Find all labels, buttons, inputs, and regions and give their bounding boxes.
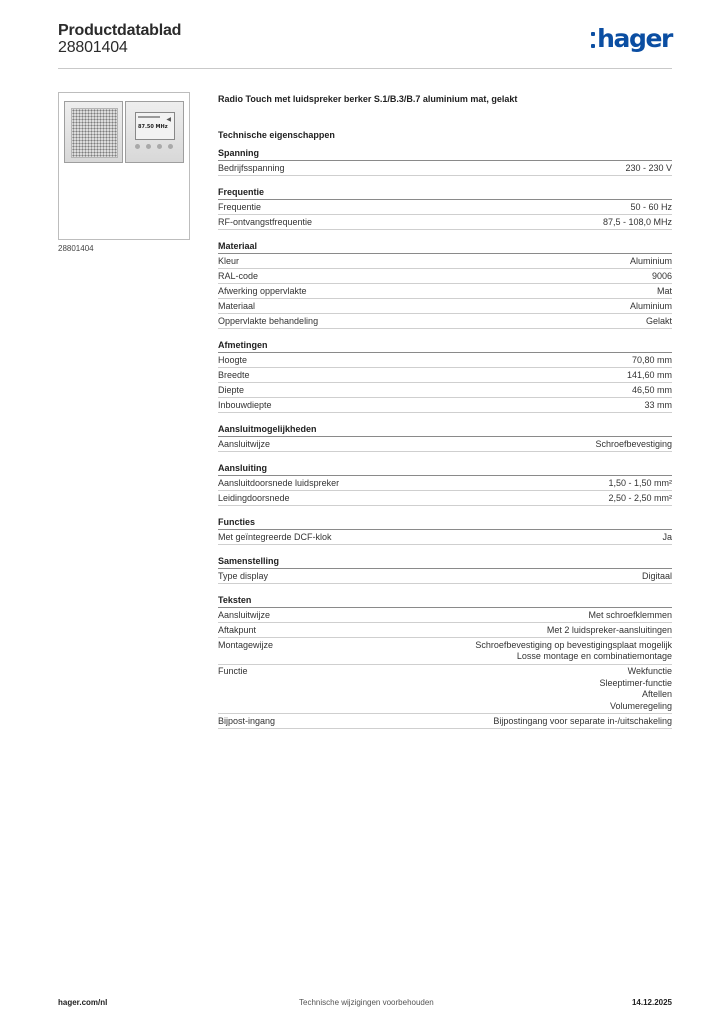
spec-section — [218, 463, 672, 506]
spec-value-line: 70,80 mm — [631, 354, 672, 365]
spec-value — [644, 400, 672, 412]
spec-value-line: Digitaal — [641, 570, 672, 581]
section-heading: Samenstelling — [218, 556, 672, 569]
hager-logo — [591, 24, 672, 53]
spec-content — [218, 94, 672, 729]
spec-label: Bijpost-ingang — [218, 715, 276, 726]
spec-row — [218, 608, 672, 623]
spec-value-line: Wekfunctie — [627, 666, 672, 676]
spec-row — [218, 353, 672, 368]
spec-value-line: Met 2 luidspreker-aansluitingen — [546, 624, 672, 635]
spec-value — [608, 493, 672, 505]
section-heading: Functies — [218, 517, 672, 530]
spec-label: Met geïntegreerde DCF-klok — [218, 531, 332, 542]
spec-label: Inbouwdiepte — [218, 399, 272, 410]
spec-value — [475, 640, 672, 663]
spec-value-line: 33 mm — [644, 399, 672, 410]
spec-row — [218, 383, 672, 398]
spec-value — [630, 301, 672, 313]
spec-value-line: 50 - 60 Hz — [630, 201, 672, 212]
spec-section — [218, 556, 672, 584]
speaker-grille — [71, 108, 118, 158]
radio-display — [135, 112, 175, 140]
spec-value — [632, 355, 672, 367]
spec-value-line: Aluminium — [629, 255, 672, 266]
spec-value — [608, 478, 672, 490]
spec-value-line: Volumeregeling — [609, 700, 672, 711]
spec-value-line: Mat — [656, 285, 672, 296]
footer-disclaimer: Technische wijzigingen voorbehouden — [299, 998, 434, 1007]
spec-row — [218, 665, 672, 715]
section-heading: Aansluiting — [218, 463, 672, 476]
spec-label: Diepte — [218, 384, 245, 395]
section-heading: Teksten — [218, 595, 672, 608]
spec-row — [218, 215, 672, 230]
spec-row — [218, 368, 672, 383]
spec-section — [218, 148, 672, 176]
spec-label: Montagewijze — [218, 639, 274, 650]
section-heading: Spanning — [218, 148, 672, 161]
spec-value-line: Met schroefklemmen — [588, 609, 672, 620]
spec-value-line: Bijpostingang voor separate in-/uitschakeling — [493, 715, 672, 726]
section-heading: Afmetingen — [218, 340, 672, 353]
product-number: 28801404 — [58, 39, 128, 56]
spec-value — [662, 532, 672, 544]
spec-value-line: 230 - 230 V — [625, 162, 672, 173]
spec-label: Bedrijfsspanning — [218, 162, 285, 173]
spec-label: RF-ontvangstfrequentie — [218, 216, 313, 227]
spec-value — [493, 716, 672, 728]
spec-label: Leidingdoorsnede — [218, 492, 290, 503]
spec-label: RAL-code — [218, 270, 259, 281]
spec-section — [218, 595, 672, 729]
speaker-plate — [64, 101, 123, 163]
spec-row — [218, 623, 672, 638]
spec-label: Materiaal — [218, 300, 256, 311]
section-heading: Aansluitmogelijkheden — [218, 424, 672, 437]
spec-value-line: Aluminium — [629, 300, 672, 311]
image-caption: 28801404 — [58, 244, 94, 253]
spec-label: Aansluitdoorsnede luidspreker — [218, 477, 340, 488]
spec-label: Hoogte — [218, 354, 248, 365]
spec-value-line: Sleeptimer-functie — [599, 677, 672, 688]
page-title: Productdatablad — [58, 22, 182, 39]
radio-buttons — [135, 144, 173, 149]
spec-label: Kleur — [218, 255, 240, 266]
spec-row — [218, 269, 672, 284]
spec-value — [547, 625, 672, 637]
display-frequency: 87.50 MHz — [138, 124, 168, 130]
spec-value-line: 2,50 - 2,50 mm² — [608, 492, 672, 503]
spec-value-line: Ja — [662, 531, 672, 542]
spec-value — [625, 163, 672, 175]
spec-value-line: 1,50 - 1,50 mm² — [608, 477, 672, 488]
spec-row — [218, 299, 672, 314]
spec-value-line: Losse montage en combinatiemontage — [516, 651, 672, 661]
spec-row — [218, 161, 672, 176]
spec-value-line: 141,60 mm — [626, 369, 672, 380]
spec-section — [218, 241, 672, 329]
spec-sections — [218, 148, 672, 729]
spec-row — [218, 530, 672, 545]
radio-plate — [125, 101, 184, 163]
spec-section — [218, 187, 672, 230]
spec-value — [630, 256, 672, 268]
spec-section — [218, 424, 672, 452]
spec-label: Afwerking oppervlakte — [218, 285, 307, 296]
spec-value — [642, 571, 672, 583]
footer-date: 14.12.2025 — [631, 998, 672, 1007]
product-title: Radio Touch met luidspreker berker S.1/B.3/B.7 aluminium mat, gelakt — [218, 94, 518, 104]
spec-section — [218, 340, 672, 413]
section-heading: Materiaal — [218, 241, 672, 254]
logo-text: hager — [597, 24, 672, 53]
spec-row — [218, 398, 672, 413]
spec-value-line: Gelakt — [645, 315, 672, 326]
spec-label: Aansluitwijze — [218, 609, 271, 620]
spec-value-line: 9006 — [651, 270, 672, 281]
spec-row — [218, 491, 672, 506]
spec-value-line: Schroefbevestiging — [595, 438, 672, 449]
spec-value-line: Aftellen — [641, 689, 672, 699]
spec-row — [218, 254, 672, 269]
spec-row — [218, 476, 672, 491]
spec-value-line: Schroefbevestiging op bevestigingsplaat mogelijk — [475, 639, 672, 650]
section-heading: Frequentie — [218, 187, 672, 200]
spec-row — [218, 284, 672, 299]
spec-value — [595, 439, 672, 451]
spec-label: Functie — [218, 666, 248, 676]
product-image — [58, 92, 190, 240]
spec-value — [652, 271, 672, 283]
tech-properties-title: Technische eigenschappen — [218, 130, 335, 140]
spec-label: Aansluitwijze — [218, 438, 271, 449]
spec-value — [627, 370, 672, 382]
spec-label: Frequentie — [218, 201, 262, 212]
spec-label: Aftakpunt — [218, 624, 257, 635]
spec-row — [218, 638, 672, 665]
spec-value — [646, 316, 672, 328]
spec-value — [630, 202, 672, 214]
spec-value — [657, 286, 672, 298]
header-divider — [58, 68, 672, 69]
spec-value — [632, 385, 672, 397]
spec-value-line: 87,5 - 108,0 MHz — [602, 216, 672, 227]
spec-row — [218, 569, 672, 584]
logo-dots-icon — [591, 32, 595, 48]
spec-row — [218, 714, 672, 729]
spec-value — [588, 610, 672, 622]
spec-value — [603, 217, 672, 229]
spec-value — [599, 666, 672, 712]
spec-value-line: 46,50 mm — [631, 384, 672, 395]
footer-url[interactable]: hager.com/nl — [58, 998, 108, 1007]
speaker-icon: ◀ — [166, 117, 171, 123]
spec-row — [218, 314, 672, 329]
spec-row — [218, 437, 672, 452]
spec-label: Oppervlakte behandeling — [218, 315, 319, 326]
spec-section — [218, 517, 672, 545]
spec-label: Breedte — [218, 369, 250, 380]
spec-label: Type display — [218, 570, 269, 581]
spec-row — [218, 200, 672, 215]
